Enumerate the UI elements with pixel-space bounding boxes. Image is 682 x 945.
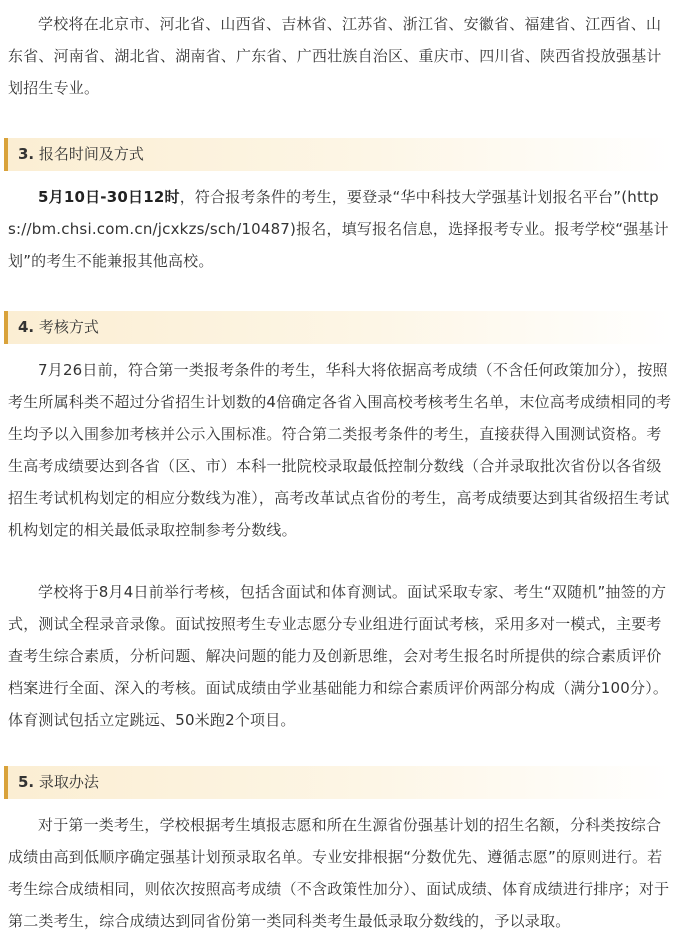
section-number: 4. bbox=[18, 318, 35, 336]
spacer bbox=[8, 104, 674, 138]
section-title: 报名时间及方式 bbox=[38, 145, 144, 163]
section-header-3 bbox=[4, 138, 674, 171]
section-title: 考核方式 bbox=[38, 318, 99, 336]
section-title: 录取办法 bbox=[38, 773, 99, 791]
intro-block bbox=[8, 0, 674, 104]
section-4-paragraph-2: 学校将于8月4日前举行考核，包括含面试和体育测试。面试采取专家、考生“双随机”抽签的方式，测试全程录音录像。面试按照考生专业志愿分专业组进行面试考核，采用多对一模式，主要考查考生综合素质，分析问题、解决问题的能力及创新思维，会对考生报名时所提供的综合素质评价档案进行全面、深入的考核。面试成绩由学业基础能力和综合素质评价两部分构成（满分100分）。体育测试包括立定跳远、50米跑2个项目。 bbox=[8, 583, 669, 729]
section-5-body bbox=[8, 799, 674, 937]
section-3-paragraph bbox=[8, 181, 674, 277]
section-number: 5. bbox=[18, 773, 35, 791]
section-4-body bbox=[8, 344, 674, 736]
section-header-4 bbox=[4, 311, 674, 344]
spacer bbox=[8, 277, 674, 311]
section-3-body bbox=[8, 171, 674, 277]
registration-date: 5月10日-30日12时 bbox=[38, 188, 180, 206]
registration-text: ，符合报考条件的考生，要登录“华中科技大学强基计划报名平台”(https://bm.chsi.com.cn/jcxkzs/sch/10487)报名，填写报名信息，选择报考专业。报考学校“强基计划”的考生不能兼报其他高校。 bbox=[8, 188, 669, 270]
section-number: 3. bbox=[18, 145, 35, 163]
spacer bbox=[8, 546, 674, 576]
section-4-paragraph-1: 7月26日前，符合第一类报考条件的考生，华科大将依据高考成绩（不含任何政策加分），按照考生所属科类不超过分省招生计划数的4倍确定各省入围高校考核考生名单，末位高考成绩相同的考生均予以入围参加考核并公示入围标准。符合第二类报考条件的考生，直接获得入围测试资格。考生高考成绩要达到各省（区、市）本科一批院校录取最低控制分数线（合并录取批次省份以各省级招生考试机构划定的相应分数线为准），高考改革试点省份的考生，高考成绩要达到其省级招生考试机构划定的相关最低录取控制参考分数线。 bbox=[8, 361, 672, 539]
intro-paragraph: 学校将在北京市、河北省、山西省、吉林省、江苏省、浙江省、安徽省、福建省、江西省、山东省、河南省、湖北省、湖南省、广东省、广西壮族自治区、重庆市、四川省、陕西省投放强基计划招生专业。 bbox=[8, 15, 662, 97]
spacer bbox=[8, 736, 674, 766]
section-header-5 bbox=[4, 766, 674, 799]
section-5-paragraph-1: 对于第一类考生，学校根据考生填报志愿和所在生源省份强基计划的招生名额，分科类按综合成绩由高到低顺序确定强基计划预录取名单。专业安排根据“分数优先、遵循志愿”的原则进行。若考生综合成绩相同，则依次按照高考成绩（不含政策性加分）、面试成绩、体育成绩进行排序；对于第二类考生，综合成绩达到同省份第一类同科类考生最低录取分数线的，予以录取。 bbox=[8, 816, 670, 930]
